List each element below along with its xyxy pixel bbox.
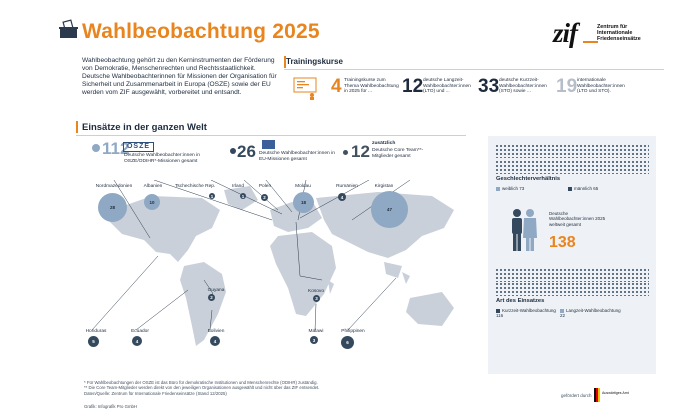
type-heading: Art des Einsatzes bbox=[496, 298, 545, 304]
country-label: Albanien bbox=[143, 184, 163, 189]
country-label: Malawi bbox=[308, 329, 324, 334]
osze-dot bbox=[92, 144, 100, 152]
intro-text: Wahlbeobachtung gehört zu den Kerninstrumenten der Förderung von Demokratie, Menschenrechten und Rechtsstaatlichkeit. Deutsche Wahlbeobachterinnen für Missionen der Organisation für Sicherheit und Zusammenarbeit in Europa (OSZE) sowie der EU werden vom ZIF ausgewählt, vorbereitet und entsandt. bbox=[82, 57, 277, 97]
sponsor-name: Auswärtiges Amt bbox=[602, 391, 629, 395]
country-label: Rumänien bbox=[336, 184, 358, 189]
osze-logo: OSZE bbox=[123, 142, 154, 152]
total-text: Deutsche Wahlbeobachter:innen 2025 weltweit gesamt bbox=[549, 211, 606, 227]
eu-flag-icon bbox=[262, 140, 275, 149]
country-bubble: 47 bbox=[371, 191, 408, 228]
page-title: Wahlbeobachtung 2025 bbox=[82, 20, 320, 43]
country-bubble: 3 bbox=[313, 295, 320, 302]
country-bubble: 6 bbox=[341, 336, 354, 349]
country-bubble: 4 bbox=[338, 193, 346, 201]
training-item-lto: 12 deutsche Langzeit-Wahlbeobachter:innen (LTO) und ... bbox=[402, 76, 471, 97]
country-label: Nordmazedonien bbox=[95, 184, 133, 189]
eu-count: 26 bbox=[237, 142, 256, 161]
country-label: Ecuador bbox=[131, 329, 149, 334]
country-label: Philippinen bbox=[341, 329, 365, 334]
female-count: weiblich 73 bbox=[496, 186, 524, 191]
country-bubble: 28 bbox=[98, 193, 127, 222]
country-bubble: 3 bbox=[310, 336, 318, 344]
osze-text: Deutsche Wahlbeobachter:innen in OSZE/ODIHR*-Missionen gesamt bbox=[124, 153, 200, 164]
gender-heading: Geschlechterverhältnis bbox=[496, 176, 561, 182]
male-count: männlich 65 bbox=[568, 186, 598, 191]
country-label: Moldau bbox=[295, 184, 311, 189]
footnote-source: Daten/Quelle: Zentrum für Internationale Friedenseinsätze (Stand 12/2025) bbox=[84, 390, 227, 396]
country-label: Polen bbox=[258, 184, 272, 189]
country-bubble: 10 bbox=[144, 194, 160, 210]
footnotes bbox=[84, 380, 454, 396]
training-heading: Trainingskurse bbox=[286, 57, 343, 66]
sponsor-logo bbox=[594, 388, 629, 402]
country-bubble: 2 bbox=[208, 294, 215, 301]
country-bubble: 4 bbox=[210, 336, 220, 346]
footnote-2: ** Die Core Team-Mitglieder werden direkt von den jeweiligen Organisationen ausgewählt und nicht über das ZIF entsendet. bbox=[84, 385, 320, 391]
core-dot bbox=[343, 150, 348, 155]
short-term-count: Kurzzeit-Wahlbeobachtung 116 bbox=[496, 308, 556, 318]
country-label: Irland bbox=[232, 184, 244, 189]
country-label: Bolivien bbox=[207, 329, 225, 334]
eu-text: Deutsche Wahlbeobachter:innen in EU-Missionen gesamt bbox=[259, 151, 335, 162]
zif-logo bbox=[553, 18, 663, 51]
total-count: 138 bbox=[549, 234, 576, 251]
eu-dot bbox=[230, 148, 236, 154]
funded-by: gefördert durch bbox=[561, 393, 592, 398]
core-text: Deutsche Core Team**-Mitglieder gesamt bbox=[372, 148, 424, 159]
country-bubble: 18 bbox=[293, 192, 314, 213]
country-label: Tschechische Rep. bbox=[175, 184, 216, 189]
training-item-sto: 33 deutsche Kurzzeit-Wahlbeobachter:innen (STO) sowie ... bbox=[478, 76, 547, 97]
country-bubble: 1 bbox=[241, 193, 245, 199]
country-bubble: 1 bbox=[210, 193, 214, 199]
training-item-international: 19 internationale Wahlbeobachter:innen (LTO und STO). bbox=[556, 76, 625, 97]
ballot-box-icon bbox=[59, 19, 78, 39]
training-item-courses: 4 Trainingskurse zum Thema Wahlbeobachtung in 2025 für ... bbox=[331, 76, 399, 97]
country-bubble: 2 bbox=[261, 194, 268, 201]
long-term-count: Langzeit-Wahlbeobachtung 22 bbox=[560, 308, 621, 318]
country-bubble: 5 bbox=[88, 336, 99, 347]
core-pre: zusätzlich bbox=[372, 141, 396, 146]
presentation-board-icon bbox=[293, 76, 317, 100]
country-bubble: 4 bbox=[132, 336, 142, 346]
logo-mark: zif bbox=[553, 18, 577, 48]
country-label: Kirgistan bbox=[374, 184, 394, 189]
footnote-1: * Für Wahlbeobachtungen der OSZE ist das Büro für demokratische Institutionen und Menschenrechte (ODIHR) zuständig. bbox=[84, 380, 318, 385]
osze-count: 112 bbox=[102, 139, 130, 158]
country-label: Guyana bbox=[207, 288, 225, 293]
country-label: Honduras bbox=[85, 329, 107, 334]
people-icon bbox=[510, 208, 538, 252]
graphic-credit: Grafik: Infografik Pro GmbH bbox=[84, 404, 138, 409]
logo-text: Zentrum für Internationale Friedenseinsätze bbox=[597, 24, 641, 43]
summary-panel bbox=[488, 136, 656, 374]
missions-heading: Einsätze in der ganzen Welt bbox=[82, 122, 207, 133]
country-label: Kosovo bbox=[308, 289, 324, 294]
core-count: 12 bbox=[351, 142, 370, 161]
